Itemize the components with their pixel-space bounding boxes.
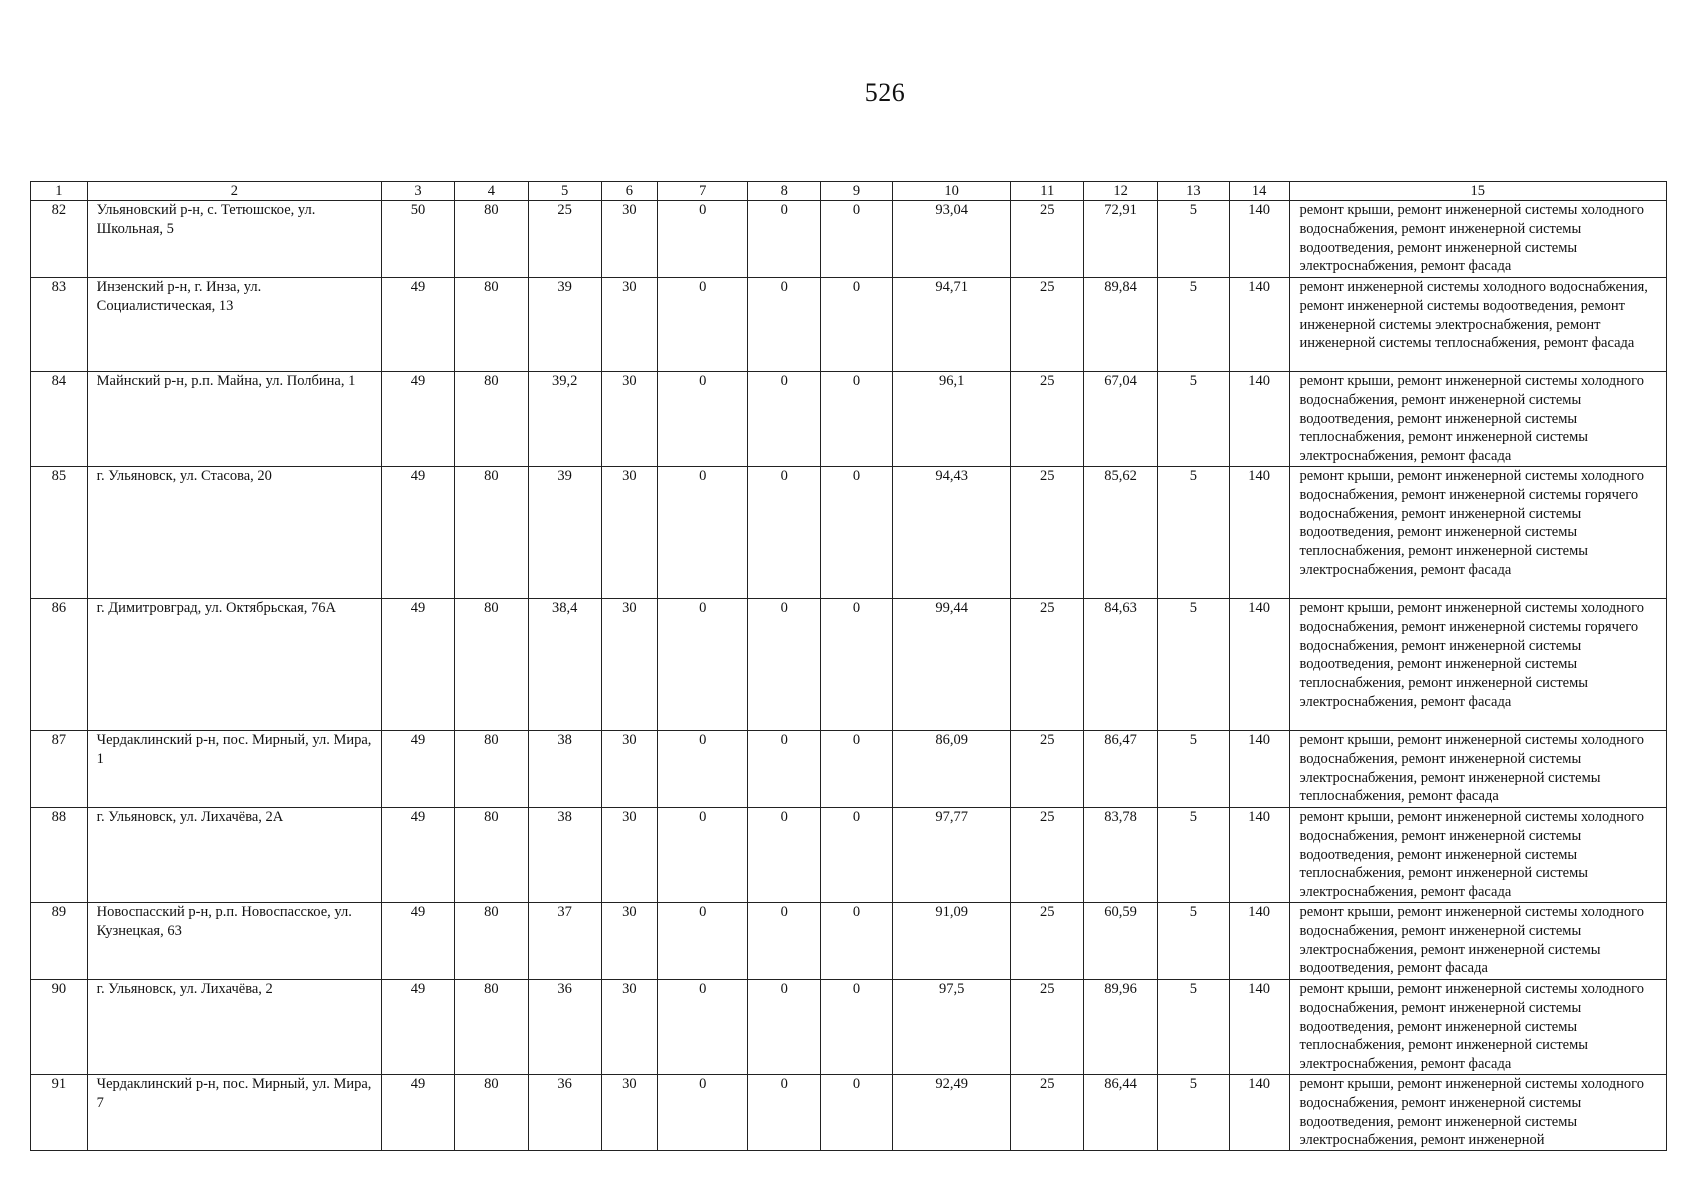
table-cell: 140: [1229, 979, 1289, 1074]
row-number: 87: [31, 730, 88, 807]
table-row: [31, 807, 1667, 902]
table-cell: 85,62: [1084, 466, 1158, 598]
table-cell: 96,1: [892, 372, 1010, 467]
column-header: 5: [528, 182, 601, 201]
row-number: 88: [31, 807, 88, 902]
table-cell: 30: [601, 807, 658, 902]
table-cell: 30: [601, 979, 658, 1074]
table-cell: 94,43: [892, 466, 1010, 598]
table-cell: 92,49: [892, 1074, 1010, 1150]
table-cell: 38,4: [528, 598, 601, 730]
row-number: 85: [31, 466, 88, 598]
table-cell: 37: [528, 902, 601, 979]
address-cell: Новоспасский р-н, р.п. Новоспасское, ул. Кузнецкая, 63: [87, 902, 381, 979]
table-cell: 30: [601, 372, 658, 467]
table-cell: 0: [748, 278, 821, 372]
table-cell: 140: [1229, 598, 1289, 730]
row-number: 90: [31, 979, 88, 1074]
table-cell: 25: [1011, 807, 1084, 902]
table-cell: 140: [1229, 201, 1289, 278]
table-cell: 30: [601, 1074, 658, 1150]
works-list-cell: ремонт крыши, ремонт инженерной системы холодного водоснабжения, ремонт инженерной системы водоотведения, ремонт инженерной системы теплоснабжения, ремонт инженерной системы электроснабжения, ремонт фасада: [1289, 372, 1666, 467]
works-list-cell: ремонт крыши, ремонт инженерной системы холодного водоснабжения, ремонт инженерной системы горячего водоснабжения, ремонт инженерной системы водоотведения, ремонт инженерной системы теплоснабжения, ремонт инженерной системы электроснабжения, ремонт фасада: [1289, 466, 1666, 598]
table-cell: 0: [821, 372, 893, 467]
table-cell: 5: [1158, 372, 1230, 467]
column-number-row: [31, 182, 1667, 201]
table-row: [31, 902, 1667, 979]
table-cell: 97,77: [892, 807, 1010, 902]
table-cell: 0: [821, 730, 893, 807]
table-cell: 140: [1229, 902, 1289, 979]
table-cell: 0: [658, 278, 748, 372]
table-cell: 0: [821, 598, 893, 730]
page-number: 526: [864, 78, 906, 107]
works-list-cell: ремонт крыши, ремонт инженерной системы холодного водоснабжения, ремонт инженерной системы водоотведения, ремонт инженерной системы электроснабжения, ремонт инженерной: [1289, 1074, 1666, 1150]
table-cell: 0: [821, 466, 893, 598]
table-cell: 25: [1011, 1074, 1084, 1150]
table-cell: 97,5: [892, 979, 1010, 1074]
table-cell: 0: [658, 1074, 748, 1150]
column-header: 14: [1229, 182, 1289, 201]
address-cell: Чердаклинский р-н, пос. Мирный, ул. Мира, 7: [87, 1074, 381, 1150]
table-cell: 86,47: [1084, 730, 1158, 807]
table-cell: 5: [1158, 730, 1230, 807]
table-cell: 0: [821, 979, 893, 1074]
table-cell: 5: [1158, 201, 1230, 278]
table-row: [31, 372, 1667, 467]
table-cell: 84,63: [1084, 598, 1158, 730]
table-cell: 30: [601, 278, 658, 372]
column-header: 10: [892, 182, 1010, 201]
column-header: 11: [1011, 182, 1084, 201]
works-list-cell: ремонт крыши, ремонт инженерной системы холодного водоснабжения, ремонт инженерной системы водоотведения, ремонт инженерной системы электроснабжения, ремонт фасада: [1289, 201, 1666, 278]
row-number: 83: [31, 278, 88, 372]
table-cell: 38: [528, 730, 601, 807]
table-cell: 140: [1229, 278, 1289, 372]
table-cell: 0: [748, 201, 821, 278]
column-header: 6: [601, 182, 658, 201]
row-number: 91: [31, 1074, 88, 1150]
table-cell: 5: [1158, 979, 1230, 1074]
table-cell: 39: [528, 466, 601, 598]
table-cell: 80: [454, 466, 528, 598]
works-list-cell: ремонт крыши, ремонт инженерной системы холодного водоснабжения, ремонт инженерной системы горячего водоснабжения, ремонт инженерной системы водоотведения, ремонт инженерной системы теплоснабжения, ремонт инженерной системы электроснабжения, ремонт фасада: [1289, 598, 1666, 730]
table-cell: 140: [1229, 1074, 1289, 1150]
table-cell: 49: [382, 902, 455, 979]
table-cell: 39: [528, 278, 601, 372]
table-cell: 0: [658, 466, 748, 598]
table-cell: 89,96: [1084, 979, 1158, 1074]
table-cell: 99,44: [892, 598, 1010, 730]
table-cell: 0: [658, 807, 748, 902]
table-cell: 80: [454, 979, 528, 1074]
table-cell: 80: [454, 902, 528, 979]
table-cell: 60,59: [1084, 902, 1158, 979]
table-cell: 25: [1011, 278, 1084, 372]
table-cell: 91,09: [892, 902, 1010, 979]
table-cell: 94,71: [892, 278, 1010, 372]
table-cell: 140: [1229, 372, 1289, 467]
address-cell: г. Ульяновск, ул. Лихачёва, 2А: [87, 807, 381, 902]
column-header: 3: [382, 182, 455, 201]
table-cell: 49: [382, 807, 455, 902]
table-cell: 5: [1158, 278, 1230, 372]
table-cell: 0: [821, 902, 893, 979]
works-list-cell: ремонт крыши, ремонт инженерной системы холодного водоснабжения, ремонт инженерной системы электроснабжения, ремонт инженерной системы теплоснабжения, ремонт фасада: [1289, 730, 1666, 807]
table-cell: 80: [454, 807, 528, 902]
address-cell: г. Димитровград, ул. Октябрьская, 76А: [87, 598, 381, 730]
table-cell: 36: [528, 1074, 601, 1150]
row-number: 82: [31, 201, 88, 278]
table-cell: 30: [601, 201, 658, 278]
table-cell: 80: [454, 201, 528, 278]
address-cell: Майнский р-н, р.п. Майна, ул. Полбина, 1: [87, 372, 381, 467]
table-cell: 80: [454, 278, 528, 372]
table-cell: 140: [1229, 466, 1289, 598]
table-row: [31, 730, 1667, 807]
works-list-cell: ремонт крыши, ремонт инженерной системы холодного водоснабжения, ремонт инженерной системы электроснабжения, ремонт инженерной системы водоотведения, ремонт фасада: [1289, 902, 1666, 979]
table-cell: 25: [1011, 902, 1084, 979]
column-header: 2: [87, 182, 381, 201]
address-cell: Инзенский р-н, г. Инза, ул. Социалистическая, 13: [87, 278, 381, 372]
table-cell: 0: [748, 598, 821, 730]
column-header: 1: [31, 182, 88, 201]
table-cell: 0: [658, 201, 748, 278]
table-cell: 0: [821, 1074, 893, 1150]
table-row: [31, 466, 1667, 598]
table-cell: 5: [1158, 1074, 1230, 1150]
works-list-cell: ремонт инженерной системы холодного водоснабжения, ремонт инженерной системы водоотведения, ремонт инженерной системы электроснабжения, ремонт инженерной системы теплоснабжения, ремонт фасада: [1289, 278, 1666, 372]
table-cell: 89,84: [1084, 278, 1158, 372]
table-cell: 93,04: [892, 201, 1010, 278]
table-cell: 80: [454, 598, 528, 730]
table-cell: 0: [658, 372, 748, 467]
table-row: [31, 1074, 1667, 1150]
table-cell: 25: [1011, 979, 1084, 1074]
table-cell: 25: [1011, 372, 1084, 467]
table-cell: 0: [658, 598, 748, 730]
table-cell: 86,09: [892, 730, 1010, 807]
housing-repair-table: [30, 181, 1667, 1151]
table-cell: 25: [1011, 598, 1084, 730]
column-header: 9: [821, 182, 893, 201]
table-cell: 25: [528, 201, 601, 278]
table-cell: 80: [454, 730, 528, 807]
table-cell: 49: [382, 730, 455, 807]
table-cell: 140: [1229, 730, 1289, 807]
table-cell: 49: [382, 598, 455, 730]
table-cell: 36: [528, 979, 601, 1074]
table-row: [31, 201, 1667, 278]
column-header: 4: [454, 182, 528, 201]
table-cell: 30: [601, 598, 658, 730]
table-row: [31, 278, 1667, 372]
table-cell: 80: [454, 372, 528, 467]
works-list-cell: ремонт крыши, ремонт инженерной системы холодного водоснабжения, ремонт инженерной системы водоотведения, ремонт инженерной системы теплоснабжения, ремонт инженерной системы электроснабжения, ремонт фасада: [1289, 979, 1666, 1074]
row-number: 86: [31, 598, 88, 730]
table-cell: 50: [382, 201, 455, 278]
table-cell: 30: [601, 466, 658, 598]
table-cell: 0: [748, 466, 821, 598]
table-cell: 86,44: [1084, 1074, 1158, 1150]
works-list-cell: ремонт крыши, ремонт инженерной системы холодного водоснабжения, ремонт инженерной системы водоотведения, ремонт инженерной системы теплоснабжения, ремонт инженерной системы электроснабжения, ремонт фасада: [1289, 807, 1666, 902]
table-cell: 25: [1011, 201, 1084, 278]
column-header: 13: [1158, 182, 1230, 201]
table-cell: 67,04: [1084, 372, 1158, 467]
table-cell: 25: [1011, 466, 1084, 598]
column-header: 7: [658, 182, 748, 201]
table-cell: 5: [1158, 807, 1230, 902]
address-cell: Ульяновский р-н, с. Тетюшское, ул. Школьная, 5: [87, 201, 381, 278]
row-number: 84: [31, 372, 88, 467]
table-cell: 0: [821, 201, 893, 278]
table-cell: 0: [748, 730, 821, 807]
address-cell: г. Ульяновск, ул. Стасова, 20: [87, 466, 381, 598]
table-cell: 0: [821, 278, 893, 372]
table-cell: 72,91: [1084, 201, 1158, 278]
table-cell: 0: [748, 807, 821, 902]
table-cell: 0: [658, 730, 748, 807]
table-cell: 5: [1158, 902, 1230, 979]
table-cell: 38: [528, 807, 601, 902]
table-cell: 0: [748, 372, 821, 467]
table-row: [31, 979, 1667, 1074]
table-cell: 30: [601, 902, 658, 979]
table-cell: 39,2: [528, 372, 601, 467]
table-cell: 0: [821, 807, 893, 902]
table-cell: 83,78: [1084, 807, 1158, 902]
table-cell: 80: [454, 1074, 528, 1150]
row-number: 89: [31, 902, 88, 979]
column-header: 8: [748, 182, 821, 201]
table-cell: 0: [748, 979, 821, 1074]
table-cell: 49: [382, 979, 455, 1074]
table-cell: 5: [1158, 598, 1230, 730]
address-cell: Чердаклинский р-н, пос. Мирный, ул. Мира, 1: [87, 730, 381, 807]
table-cell: 49: [382, 278, 455, 372]
address-cell: г. Ульяновск, ул. Лихачёва, 2: [87, 979, 381, 1074]
column-header: 15: [1289, 182, 1666, 201]
table-row: [31, 598, 1667, 730]
table-cell: 30: [601, 730, 658, 807]
table-cell: 0: [658, 979, 748, 1074]
table-cell: 0: [658, 902, 748, 979]
table-cell: 5: [1158, 466, 1230, 598]
table-cell: 49: [382, 1074, 455, 1150]
table-cell: 49: [382, 466, 455, 598]
table-cell: 0: [748, 902, 821, 979]
table-cell: 0: [748, 1074, 821, 1150]
table-cell: 49: [382, 372, 455, 467]
table-cell: 140: [1229, 807, 1289, 902]
table-cell: 25: [1011, 730, 1084, 807]
column-header: 12: [1084, 182, 1158, 201]
